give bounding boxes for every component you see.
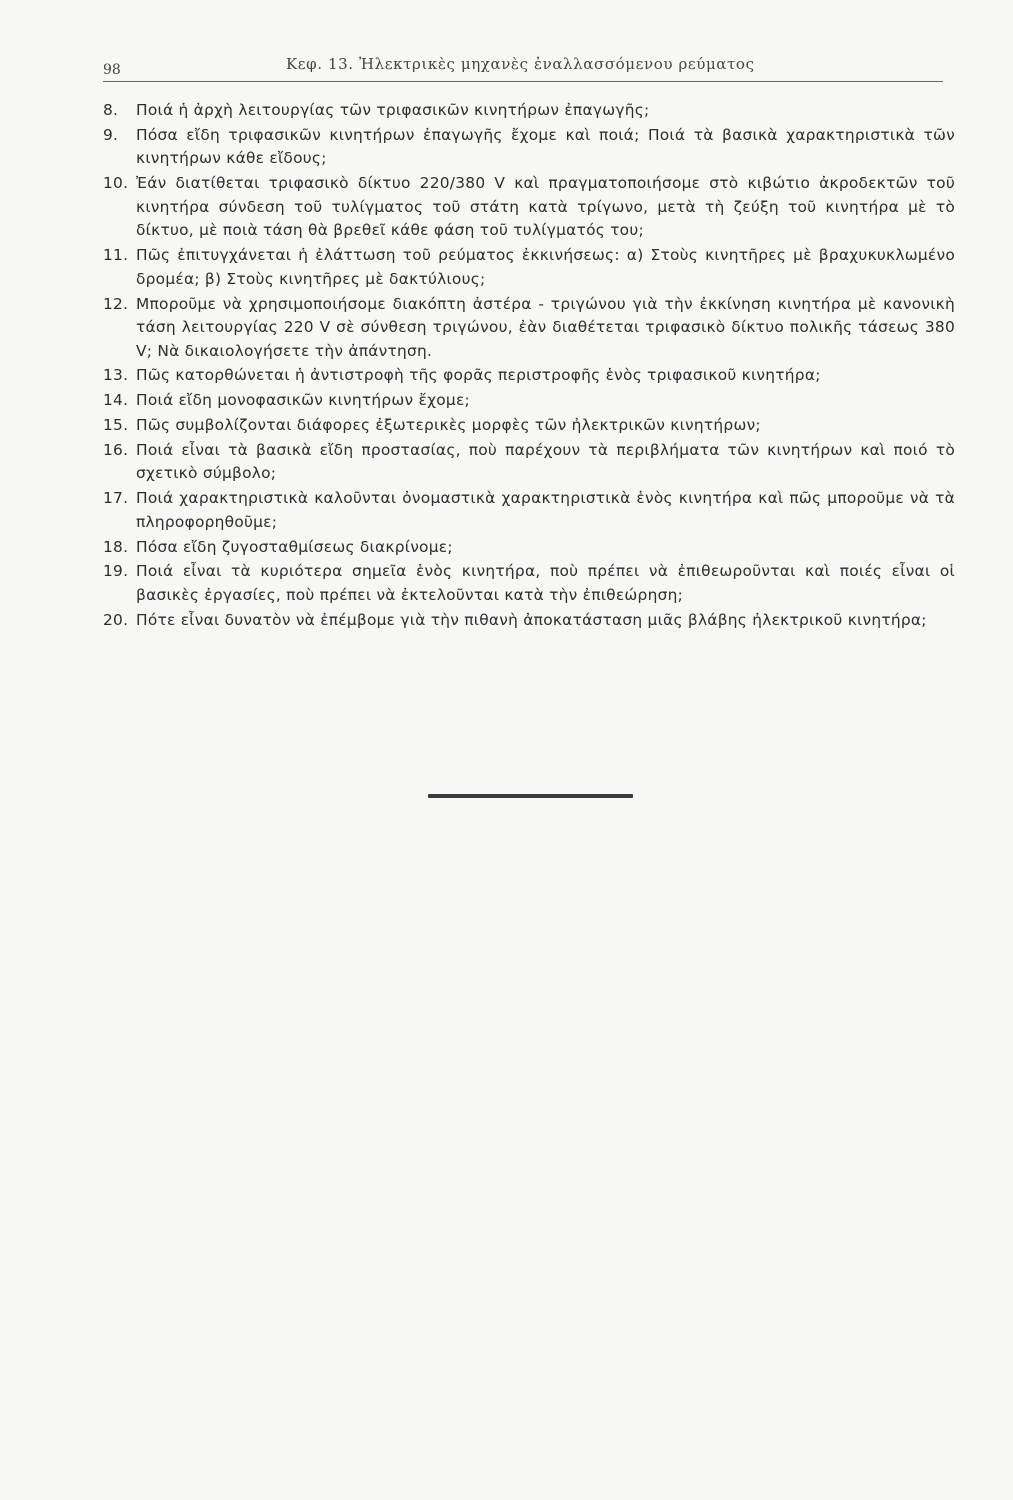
question-item — [103, 487, 955, 534]
question-number: 19. — [103, 562, 129, 581]
question-text: Ποιά εἶναι τὰ κυριότερα σημεῖα ἑνὸς κινητήρα, ποὺ πρέπει νὰ ἐπιθεωροῦνται καὶ ποιές εἶναι οἱ βασικὲς ἐργασίες, ποὺ πρέπει νὰ ἐκτελοῦνται κατὰ τὴν ἐπιθεώρηση; — [136, 562, 955, 604]
question-text: Ποιά ἡ ἀρχὴ λειτουργίας τῶν τριφασικῶν κινητήρων ἐπαγωγῆς; — [136, 101, 650, 119]
question-number: 9. — [103, 125, 119, 144]
question-number: 20. — [103, 610, 129, 629]
running-title: Κεφ. 13. Ἠλεκτρικὲς μηχανὲς ἐναλλασσόμενου ρεύματος — [286, 55, 755, 73]
question-number: 13. — [103, 366, 129, 385]
question-number: 8. — [103, 101, 119, 119]
page-header — [103, 54, 943, 82]
section-end-rule — [428, 794, 633, 798]
question-item — [103, 389, 955, 413]
question-item — [103, 244, 955, 291]
question-number: 11. — [103, 246, 129, 265]
question-number: 14. — [103, 391, 129, 410]
question-item — [103, 124, 955, 171]
questions-list — [103, 99, 955, 634]
question-text: Ἐάν διατίθεται τριφασικὸ δίκτυο 220/380 V καὶ πραγματοποιήσομε στὸ κιβώτιο ἀκροδεκτῶν τοῦ κινητήρα σύνδεση τοῦ τυλίγματος τοῦ στάτη κατὰ τρίγωνο, μετὰ τὴ ζεύξη τοῦ κινητήρα μὲ τὸ δίκτυο, μὲ ποιὰ τάση θὰ βρεθεῖ κάθε φάση τοῦ τυλίγματός του; — [136, 174, 955, 240]
question-text: Πῶς ἐπιτυγχάνεται ἡ ἐλάττωση τοῦ ρεύματος ἐκκινήσεως: α) Στοὺς κινητῆρες μὲ βραχυκυκλωμένο δρομέα; β) Στοὺς κινητῆρες μὲ δακτύλιους; — [136, 246, 955, 288]
question-text: Μποροῦμε νὰ χρησιμοποιήσομε διακόπτη ἀστέρα - τριγώνου γιὰ τὴν ἐκκίνηση κινητήρα μὲ κανονικὴ τάση λειτουργίας 220 V σὲ σύνθεση τριγώνου, ἐὰν διαθέτεται τριφασικὸ δίκτυο πολικῆς τάσεως 380 V; Νὰ δικαιολογήσετε τὴν ἀπάντηση. — [136, 294, 955, 360]
question-text: Πόσα εἴδη τριφασικῶν κινητήρων ἐπαγωγῆς ἔχομε καὶ ποιά; Ποιά τὰ βασικὰ χαρακτηριστικὰ τῶν κινητήρων κάθε εἴδους; — [136, 125, 955, 168]
question-item — [103, 414, 955, 438]
question-item — [103, 560, 955, 607]
question-item — [103, 99, 955, 123]
question-text: Πότε εἶναι δυνατὸν νὰ ἐπέμβομε γιὰ τὴν πιθανὴ ἀποκατάσταση μιᾶς βλάβης ἠλεκτρικοῦ κινητήρα; — [136, 610, 927, 629]
question-number: 12. — [103, 294, 129, 313]
question-number: 18. — [103, 537, 129, 556]
question-item — [103, 364, 955, 388]
question-text: Ποιά χαρακτηριστικὰ καλοῦνται ὀνομαστικὰ χαρακτηριστικὰ ἑνὸς κινητήρα καὶ πῶς μποροῦμε νὰ τὰ πληροφορηθοῦμε; — [136, 489, 955, 531]
question-text: Πῶς κατορθώνεται ἡ ἀντιστροφὴ τῆς φορᾶς περιστροφῆς ἑνὸς τριφασικοῦ κινητήρα; — [136, 366, 821, 385]
question-text: Πῶς συμβολίζονται διάφορες ἐξωτερικὲς μορφὲς τῶν ἠλεκτρικῶν κινητήρων; — [136, 416, 761, 435]
header-rule — [103, 81, 943, 82]
question-item — [103, 293, 955, 364]
question-text: Ποιά εἴδη μονοφασικῶν κινητήρων ἔχομε; — [136, 391, 470, 410]
question-item — [103, 609, 955, 633]
question-item — [103, 439, 955, 486]
question-number: 17. — [103, 489, 129, 508]
question-item — [103, 172, 955, 243]
question-number: 10. — [103, 174, 129, 193]
question-text: Ποιά εἶναι τὰ βασικὰ εἴδη προστασίας, ποὺ παρέχουν τὰ περιβλήματα τῶν κινητήρων καὶ ποιό τὸ σχετικὸ σύμβολο; — [136, 440, 955, 483]
question-item — [103, 536, 955, 560]
page-number: 98 — [103, 62, 121, 78]
question-number: 16. — [103, 440, 129, 459]
question-number: 15. — [103, 416, 129, 435]
question-text: Πόσα εἴδη ζυγοσταθμίσεως διακρίνομε; — [136, 537, 453, 556]
